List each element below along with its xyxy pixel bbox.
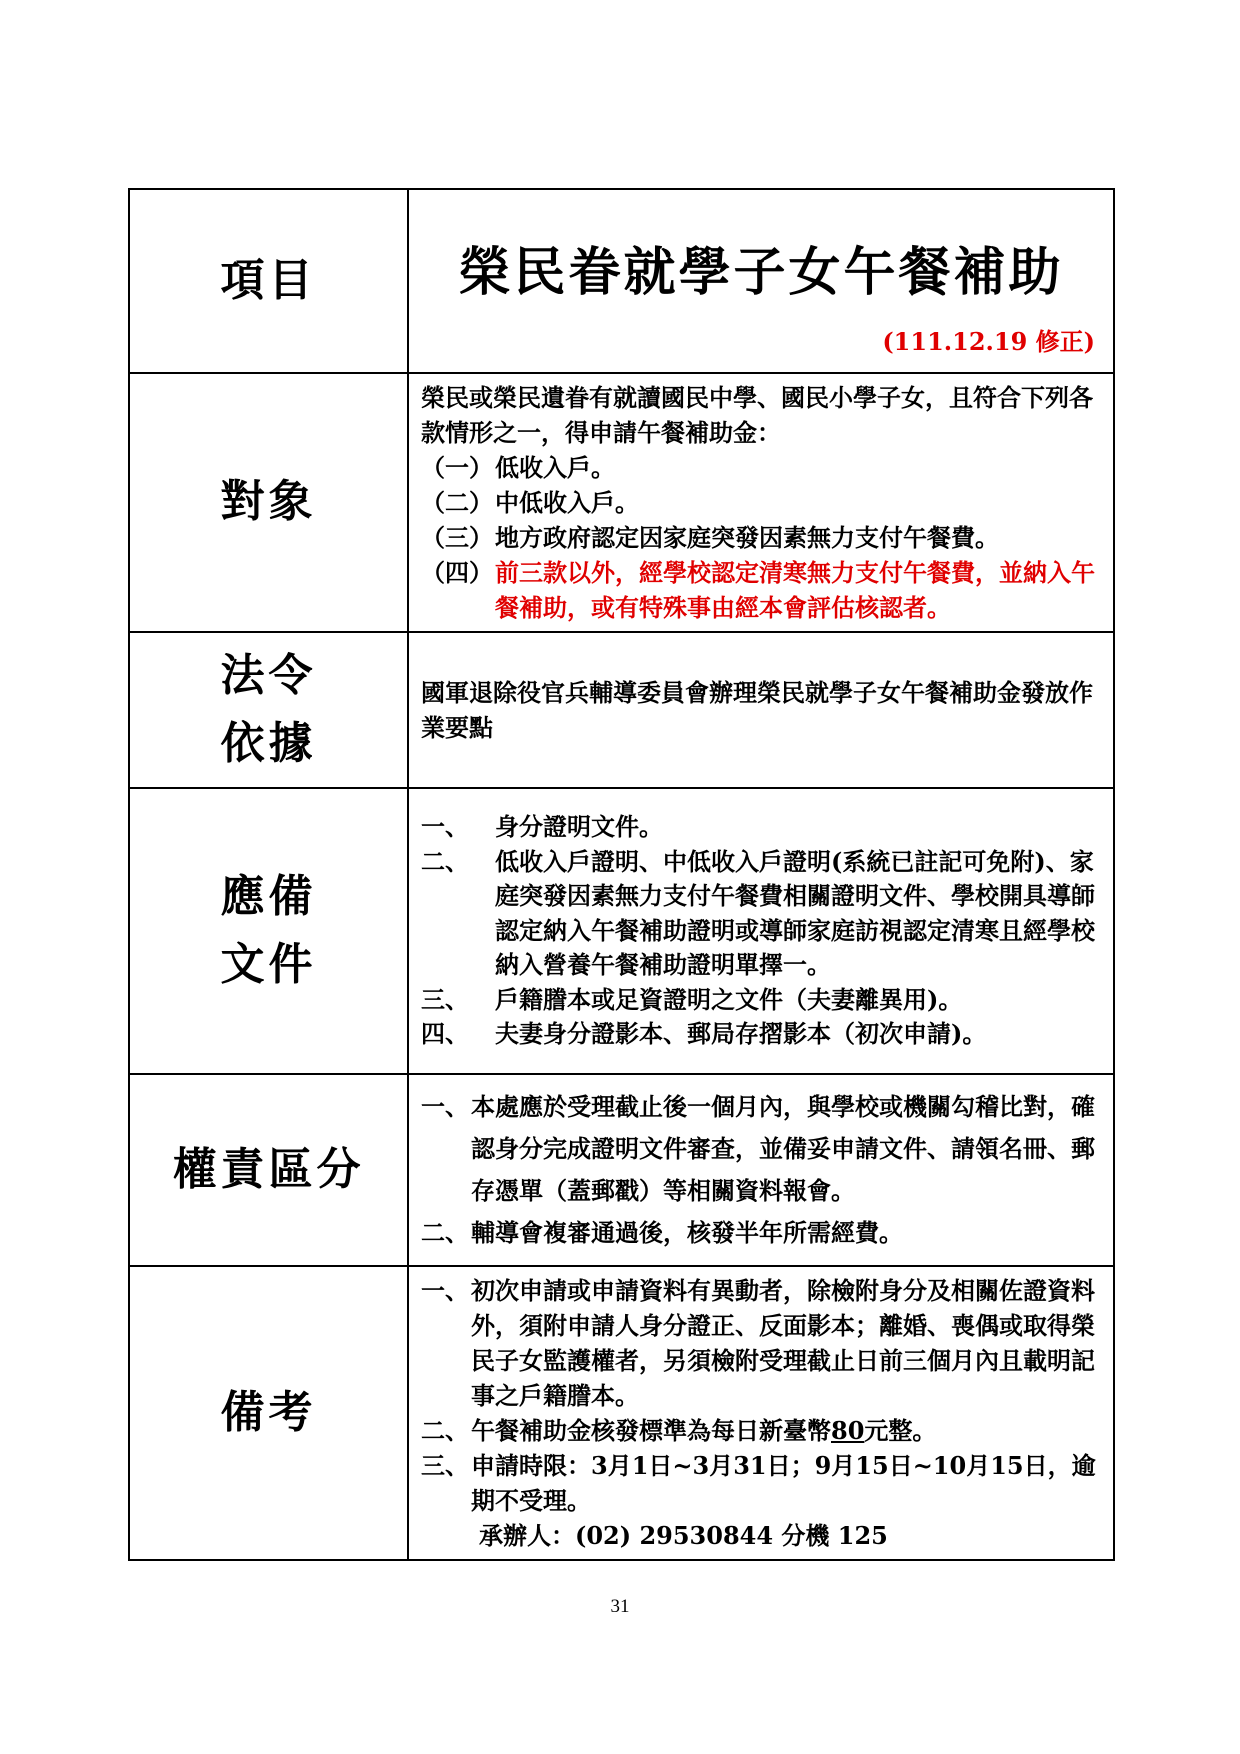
remark-item-text: 申請時限：3月1日~3月31日；9月15日~10月15日，逾期不受理。 [471,1451,1096,1515]
item-label: 項目 [220,254,317,306]
remark-amount-suffix: 元整。 [864,1416,937,1445]
remark-item-num: 二、 [421,1416,469,1445]
remark-item-num: 一、 [421,1276,469,1305]
documents-label-line: 文件 [220,939,317,990]
duties-label: 權責區分 [172,1143,365,1195]
target-item [421,485,1103,520]
target-label: 對象 [220,476,317,528]
target-item-highlighted [421,555,1103,625]
target-item-num: （四） [421,558,493,587]
document-item-text: 低收入戶證明、中低收入戶證明(系統已註記可免附)、家庭突發因素無力支付午餐費相關證明文件、學校開具導師認定納入午餐補助證明或導師家庭訪視認定清寒且經學校納入營養午餐補助證明單擇一。 [495,846,1095,980]
target-item-text: 中低收入戶。 [495,488,639,517]
duty-item [421,1086,1103,1212]
remark-item-num: 三、 [421,1451,469,1480]
duties-label-cell [129,1074,408,1266]
remark-item-text: 初次申請或申請資料有異動者，除檢附身分及相關佐證資料外，須附申請人身分證正、反面影本；離婚、喪偶或取得榮民子女監護權者，另須檢附受理截止日前三個月內且載明記事之戶籍謄本。 [471,1276,1095,1410]
law-label [130,642,407,778]
law-label-line: 法令 [220,649,317,701]
remarks-label-cell [129,1266,408,1560]
target-item-num: （三） [421,523,493,552]
remark-item [421,1273,1103,1413]
duty-item-num: 一、 [421,1092,469,1121]
documents-label [130,863,407,999]
subsidy-info-table [128,188,1115,1561]
row-documents [129,788,1114,1074]
document-item-text: 戶籍謄本或足資證明之文件（夫妻離異用)。 [495,984,963,1014]
document-item-num: 四、 [421,1019,469,1049]
target-label-cell [129,373,408,632]
document-item-text: 夫妻身分證影本、郵局存摺影本（初次申請)。 [495,1019,987,1049]
target-item-num: （二） [421,488,493,517]
law-label-cell [129,632,408,788]
row-item [129,189,1114,373]
documents-content-cell [408,788,1114,1074]
remark-amount: 80 [831,1416,865,1445]
row-remarks [129,1266,1114,1560]
remarks-content-cell [408,1266,1114,1560]
duty-item [421,1212,1103,1254]
remark-item [421,1448,1103,1518]
duty-item-num: 二、 [421,1218,469,1247]
document-item-num: 一、 [421,812,469,842]
duty-item-text: 本處應於受理截止後一個月內，與學校或機關勾稽比對，確認身分完成證明文件審查，並備妥申請文件、請領名冊、郵存憑單（蓋郵戳）等相關資料報會。 [471,1092,1095,1205]
row-target [129,373,1114,632]
duty-item-text: 輔導會複審通過後，核發半年所需經費。 [471,1218,903,1247]
item-label-cell [129,189,408,373]
target-item-text: 低收入戶。 [495,453,615,482]
documents-label-cell [129,788,408,1074]
revision-note: (111.12.19 修正) [882,327,1095,356]
remark-item [421,1413,1103,1448]
title-cell [408,189,1114,373]
target-item-text: 地方政府認定因家庭突發因素無力支付午餐費。 [495,523,999,552]
contact-info: 承辦人：(02) 29530844 分機 125 [479,1521,888,1550]
duties-content-cell [408,1074,1114,1266]
law-text: 國軍退除役官兵輔導委員會辦理榮民就學子女午餐補助金發放作業要點 [421,678,1093,742]
document-item [421,983,1103,1018]
target-item [421,450,1103,485]
document-item-num: 二、 [421,846,469,876]
page-title: 榮民眷就學子女午餐補助 [458,242,1064,303]
remarks-content [409,1267,1113,1559]
remark-amount-prefix: 午餐補助金核發標準為每日新臺幣 [471,1416,831,1445]
row-duties [129,1074,1114,1266]
duties-content [409,1080,1113,1260]
target-content-cell [408,373,1114,632]
document-item [421,810,1103,845]
target-intro: 榮民或榮民遺眷有就讀國民中學、國民小學子女，且符合下列各款情形之一，得申請午餐補助金： [421,383,1093,447]
document-item-num: 三、 [421,984,469,1014]
document-item [421,1017,1103,1052]
law-label-line: 依據 [220,718,317,769]
target-item-num: （一） [421,453,493,482]
remark-item-text [471,1413,1103,1448]
target-item-text-highlighted: 前三款以外，經學校認定清寒無力支付午餐費，並納入午餐補助，或有特殊事由經本會評估核認者。 [495,558,1095,622]
law-content-cell [408,632,1114,788]
document-item-text: 身分證明文件。 [495,812,663,842]
remarks-label: 備考 [220,1386,317,1438]
documents-label-line: 應備 [220,870,317,922]
target-content [409,374,1113,631]
target-item [421,520,1103,555]
document-item [421,845,1103,983]
documents-content [409,804,1113,1058]
page-number: 31 [610,1596,630,1617]
row-law [129,632,1114,788]
